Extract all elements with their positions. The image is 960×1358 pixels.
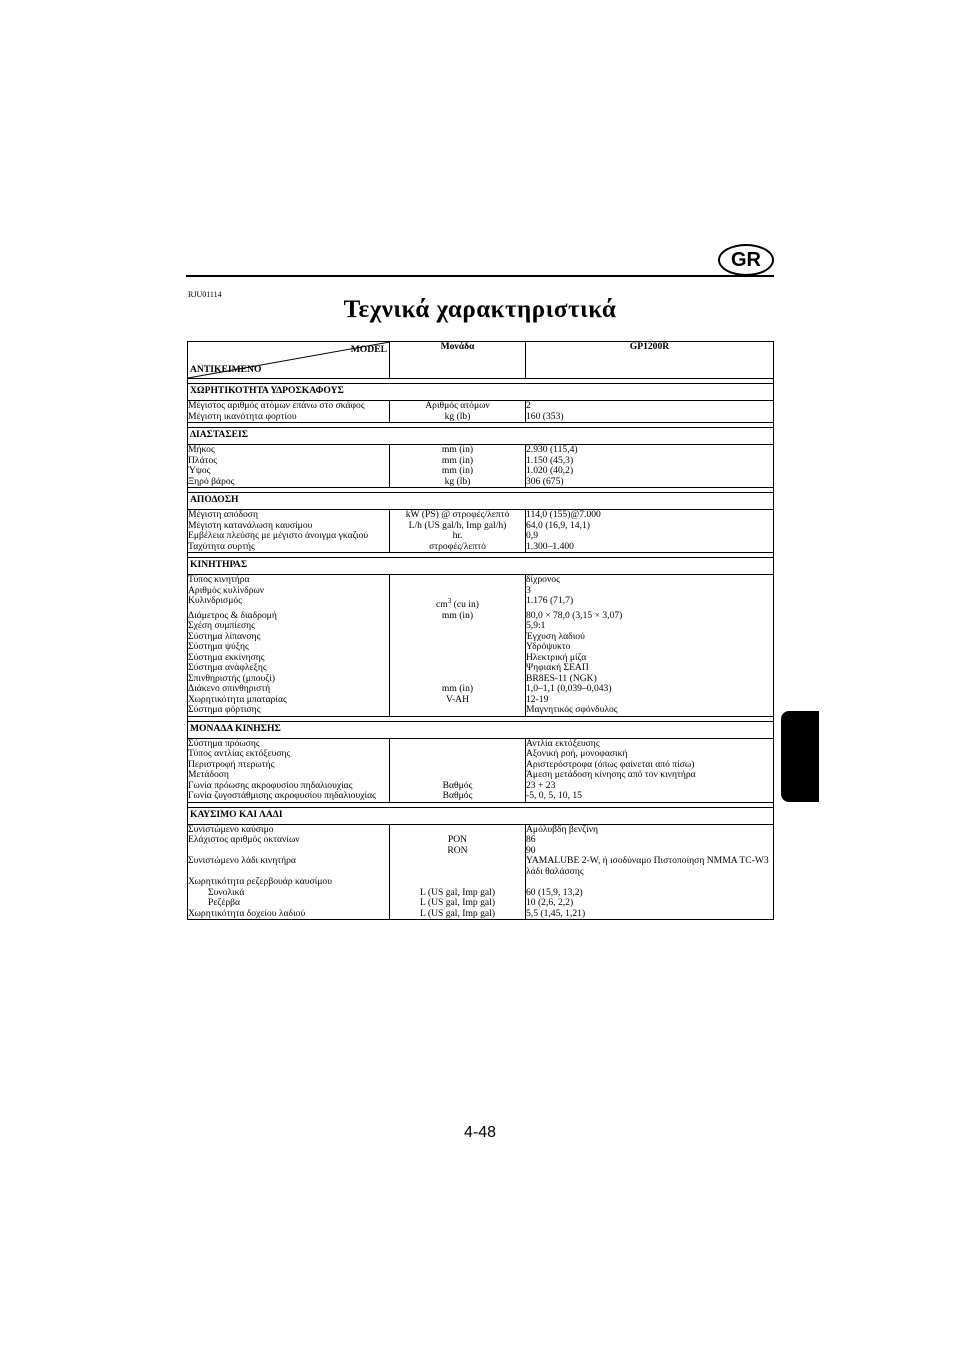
spec-name: Σύστημα πρόωσης: [188, 738, 390, 749]
section-title: ΚΑΥΣΙΜΟ ΚΑΙ ΛΑΔΙ: [188, 807, 774, 824]
spec-name: Αριθμός κυλίνδρων: [188, 586, 390, 597]
section-title: ΜΟΝΑΔΑ ΚΙΝΗΣΗΣ: [188, 721, 774, 738]
spec-name: Χωρητικότητα ρεζερβουάρ καυσίμου: [188, 877, 390, 888]
section-title: ΧΩΡΗΤΙΚΟΤΗΤΑ ΥΔΡΟΣΚΑΦΟΥΣ: [188, 384, 774, 401]
spec-unit: PON RON: [390, 835, 526, 856]
spec-unit: mm (in): [390, 684, 526, 695]
spec-unit: [390, 749, 526, 760]
spec-name: Μετάδοση: [188, 770, 390, 781]
spec-name: Μέγιστη κατανάλωση καυσίμου: [188, 521, 390, 532]
spec-name: Σύστημα εκκίνησης: [188, 653, 390, 664]
page-number: 4-48: [463, 1124, 497, 1141]
table-row: [188, 456, 774, 467]
table-row: [188, 531, 774, 542]
spec-unit: kW (PS) @ στροφές/λεπτό: [390, 510, 526, 521]
table-row: [188, 575, 774, 586]
spec-name: Τύπος αντλίας εκτόξευσης: [188, 749, 390, 760]
spec-value: Ηλεκτρική μίζα: [526, 653, 774, 664]
specifications-table: [187, 341, 774, 920]
spec-name: Γωνία πρόωσης ακροφυσίου πηδαλιουχίας: [188, 781, 390, 792]
table-row: [188, 477, 774, 488]
spec-value: BR8ES-11 (NGK): [526, 674, 774, 685]
section-title: ΔΙΑΣΤΑΣΕΙΣ: [188, 428, 774, 445]
table-row: [188, 445, 774, 456]
header-rule: [186, 275, 774, 277]
spec-value: Μαγνητικός σφόνδυλος: [526, 705, 774, 716]
spec-value: 306 (675): [526, 477, 774, 488]
model-header-label: MODEL: [350, 344, 387, 355]
spec-unit: V-AH: [390, 695, 526, 706]
spec-value: 0,9: [526, 531, 774, 542]
spec-unit: στροφές/λεπτό: [390, 542, 526, 553]
spec-value: 23 + 23: [526, 781, 774, 792]
spec-name: Περιστροφή πτερωτής: [188, 760, 390, 771]
spec-name: Χωρητικότητα δοχείου λαδιού: [188, 909, 390, 920]
spec-value: Αξονική ροή, μονοφασική: [526, 749, 774, 760]
table-row: [188, 586, 774, 597]
spec-value: 10 (2,6, 2,2): [526, 898, 774, 909]
spec-value: Αμόλυβδη βενζίνη: [526, 824, 774, 835]
spec-value: 5,5 (1,45, 1,21): [526, 909, 774, 920]
table-row: [188, 674, 774, 685]
spec-value: 2: [526, 401, 774, 412]
spec-value: 5,9:1: [526, 621, 774, 632]
section-title: ΑΠΟΔΟΣΗ: [188, 493, 774, 510]
spec-name: Μέγιστη απόδοση: [188, 510, 390, 521]
table-row: [188, 542, 774, 553]
spec-value: 2.930 (115,4): [526, 445, 774, 456]
spec-name: Εμβέλεια πλεύσης με μέγιστο άνοιγμα γκαζιού: [188, 531, 390, 542]
spec-value: 1.300–1.400: [526, 542, 774, 553]
table-row: [188, 653, 774, 664]
spec-unit: L/h (US gal/h, Imp gal/h): [390, 521, 526, 532]
spec-name: Μέγιστος αριθμός ατόμων επάνω στο σκάφος: [188, 401, 390, 412]
spec-value: 1.020 (40,2): [526, 466, 774, 477]
table-row: [188, 909, 774, 920]
spec-name: Διάμετρος & διαδρομή: [188, 611, 390, 622]
spec-name: Ξηρό βάρος: [188, 477, 390, 488]
spec-unit: [390, 575, 526, 586]
spec-value: 3: [526, 586, 774, 597]
spec-name: Κυλινδρισμός: [188, 596, 390, 611]
table-row: [188, 835, 774, 856]
spec-name: Μέγιστη ικανότητα φορτίου: [188, 412, 390, 423]
spec-name: Πλάτος: [188, 456, 390, 467]
spec-unit: [390, 760, 526, 771]
spec-unit: hr.: [390, 531, 526, 542]
spec-value: Άμεση μετάδοση κίνησης από τον κινητήρα: [526, 770, 774, 781]
spec-unit: L (US gal, Imp gal): [390, 888, 526, 899]
spec-unit: [390, 586, 526, 597]
spec-value: 160 (353): [526, 412, 774, 423]
spec-unit: Βαθμός: [390, 781, 526, 792]
spec-value: Υδρόψυκτο: [526, 642, 774, 653]
table-row: [188, 705, 774, 716]
spec-unit: $cm^3$ (cu in): [390, 596, 526, 611]
table-row: [188, 642, 774, 653]
spec-value: 64,0 (16,9, 14,1): [526, 521, 774, 532]
spec-unit: Βαθμός: [390, 791, 526, 802]
spec-unit: [390, 705, 526, 716]
spec-name: Σχέση συμπίεσης: [188, 621, 390, 632]
spec-name: Ελάχιστος αριθμός οκτανίων: [188, 835, 390, 856]
spec-unit: [390, 653, 526, 664]
spec-value: Αντλία εκτόξευσης: [526, 738, 774, 749]
table-row: [188, 856, 774, 877]
spec-unit: mm (in): [390, 456, 526, 467]
spec-name: Διάκενο σπινθηριστή: [188, 684, 390, 695]
spec-name: Τύπος κινητήρα: [188, 575, 390, 586]
table-row: [188, 791, 774, 802]
spec-unit: L (US gal, Imp gal): [390, 909, 526, 920]
spec-value: 80,0 × 78,0 (3,15 × 3,07): [526, 611, 774, 622]
spec-value: Ψηφιακή ΣΕΑΠ: [526, 663, 774, 674]
table-row: [188, 596, 774, 611]
model-name-header: GP1200R: [526, 342, 774, 379]
spec-unit: kg (lb): [390, 412, 526, 423]
spec-unit: Αριθμός ατόμων: [390, 401, 526, 412]
spec-name: Συνιστώμενο καύσιμο: [188, 824, 390, 835]
spec-unit: [390, 663, 526, 674]
spec-unit: kg (lb): [390, 477, 526, 488]
spec-value: 12-19: [526, 695, 774, 706]
spec-unit: mm (in): [390, 611, 526, 622]
spec-value: 1.150 (45,3): [526, 456, 774, 467]
spec-name: Γωνία ζυγοστάθμισης ακροφυσίου πηδαλιουχίας: [188, 791, 390, 802]
spec-unit: L (US gal, Imp gal): [390, 898, 526, 909]
spec-value: 114,0 (155)@7.000: [526, 510, 774, 521]
page-title: Τεχνικά χαρακτηριστικά: [343, 296, 617, 323]
spec-value: 1.176 (71,7): [526, 596, 774, 611]
spec-value: 60 (15,9, 13,2): [526, 888, 774, 899]
spec-name: Σύστημα ψύξης: [188, 642, 390, 653]
table-row: [188, 401, 774, 412]
spec-unit: mm (in): [390, 466, 526, 477]
table-row: [188, 412, 774, 423]
spec-name: Σύστημα φόρτισης: [188, 705, 390, 716]
spec-name: Μήκος: [188, 445, 390, 456]
section-title: ΚΙΝΗΤΗΡΑΣ: [188, 558, 774, 575]
table-row: [188, 632, 774, 643]
table-header-row: [188, 342, 774, 379]
spec-unit: [390, 856, 526, 877]
document-code: RJU01114: [188, 290, 222, 299]
section-tab-marker: [781, 711, 819, 802]
header-corner-cell: [188, 342, 390, 379]
table-row: [188, 510, 774, 521]
spec-value: 86 90: [526, 835, 774, 856]
spec-unit: [390, 738, 526, 749]
spec-name: Ρεζέρβα: [188, 898, 390, 909]
spec-name: Σύστημα λίπανσης: [188, 632, 390, 643]
spec-unit: [390, 621, 526, 632]
spec-name: Ταχύτητα συρτής: [188, 542, 390, 553]
spec-value: Έγχυση λαδιού: [526, 632, 774, 643]
spec-name: Συνιστώμενο λάδι κινητήρα: [188, 856, 390, 877]
table-row: [188, 466, 774, 477]
spec-unit: mm (in): [390, 445, 526, 456]
language-badge: GR: [718, 244, 774, 276]
spec-unit: [390, 632, 526, 643]
spec-name: Σπινθηριστής (μπουζί): [188, 674, 390, 685]
spec-value: -5, 0, 5, 10, 15: [526, 791, 774, 802]
spec-unit: [390, 642, 526, 653]
spec-value: δίχρονος: [526, 575, 774, 586]
table-row: [188, 663, 774, 674]
table-row: [188, 621, 774, 632]
spec-name: Σύστημα ανάφλεξης: [188, 663, 390, 674]
spec-name: Χωρητικότητα μπαταρίας: [188, 695, 390, 706]
spec-name: Συνολικά: [188, 888, 390, 899]
table-row: [188, 611, 774, 622]
spec-name: Ύψος: [188, 466, 390, 477]
spec-value: Αριστερόστροφα (όπως φαίνεται από πίσω): [526, 760, 774, 771]
item-header-label: ΑΝΤΙΚΕΙΜΕΝΟ: [190, 363, 262, 375]
spec-value: 1,0–1,1 (0,039–0,043): [526, 684, 774, 695]
unit-header: Μονάδα: [390, 342, 526, 379]
spec-value: YAMALUBE 2-W, ή ισοδύναμο Πιστοποίηση NMMA TC-W3 λάδι θαλάσσης: [526, 856, 774, 877]
table-row: [188, 695, 774, 706]
